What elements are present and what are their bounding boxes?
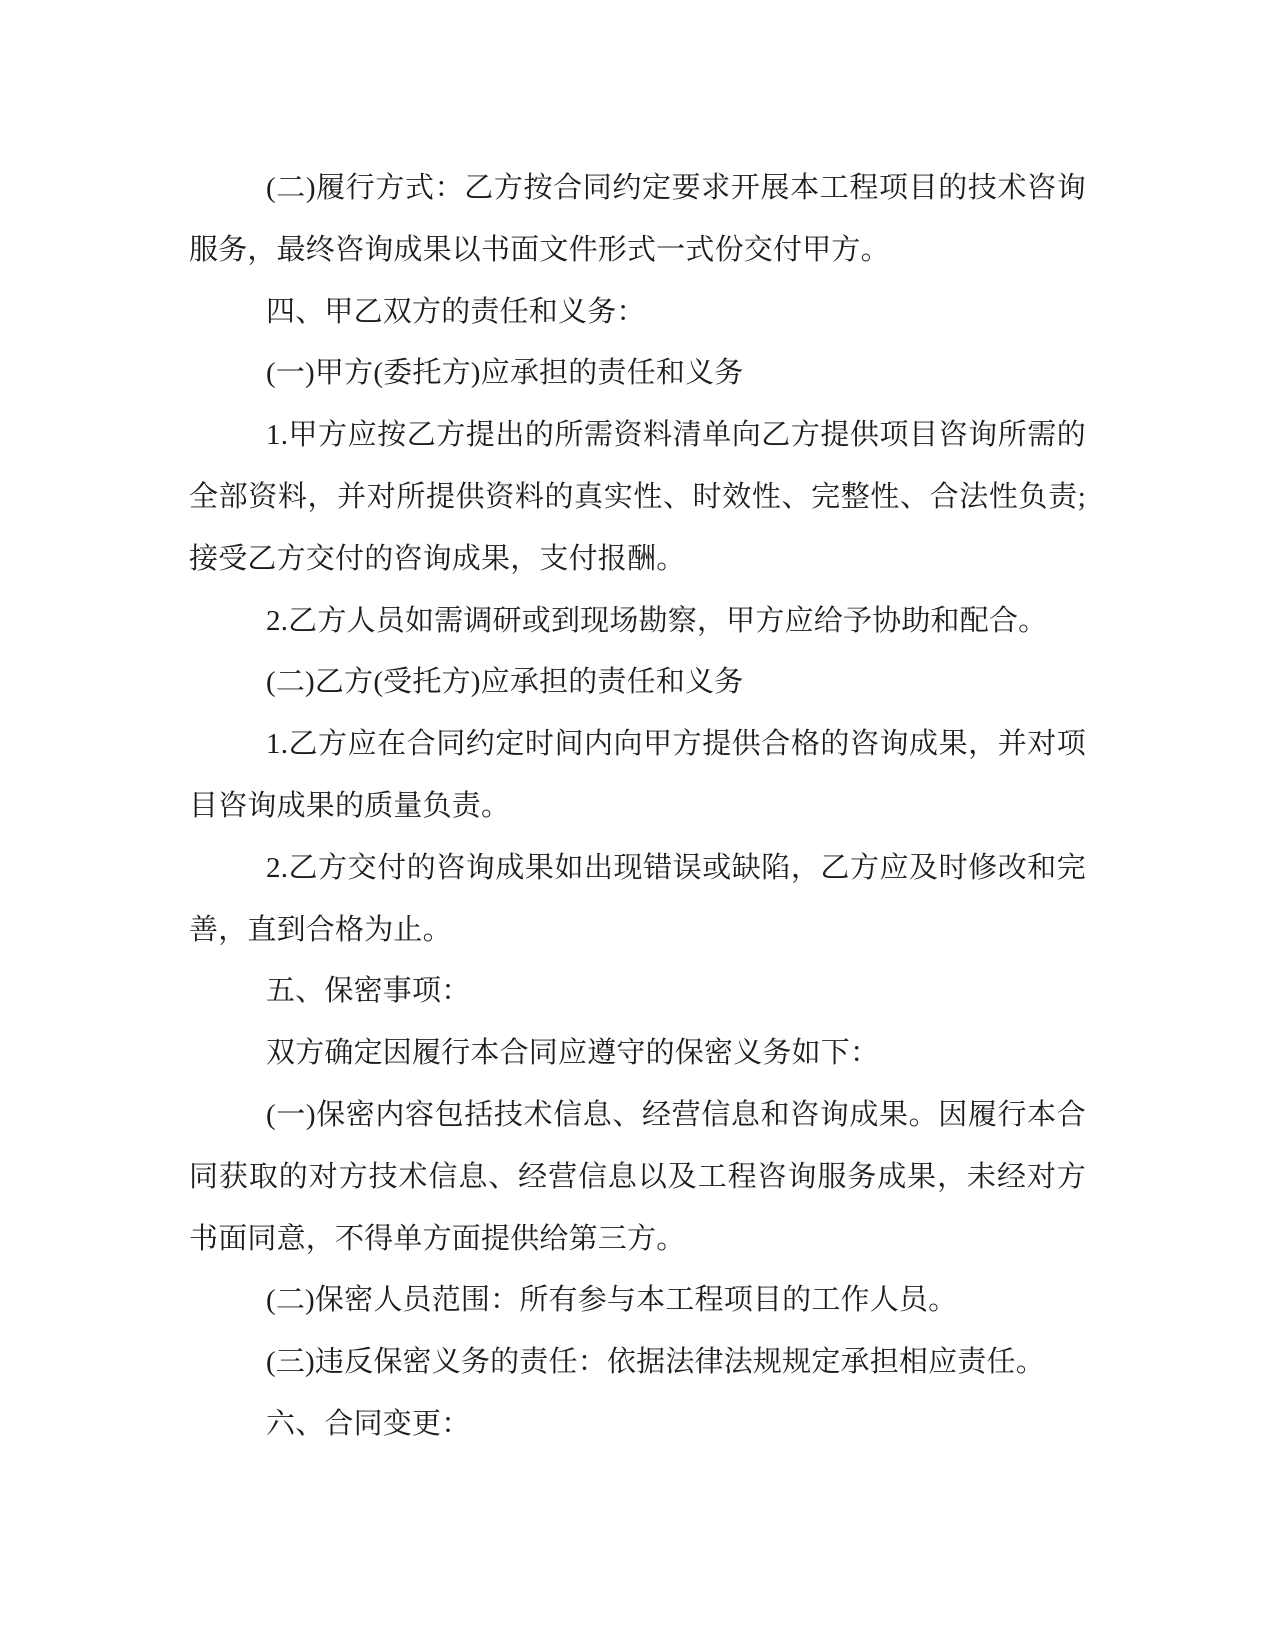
text-line: 书面同意，不得单方面提供给第三方。 [189,1222,686,1255]
text-line: 接受乙方交付的咨询成果，支付报酬。 [189,542,686,575]
text-line: 2.乙方交付的咨询成果如出现错误或缺陷，乙方应及时修改和完 [266,851,1086,884]
text-line: (二)保密人员范围：所有参与本工程项目的工作人员。 [266,1284,958,1317]
text-line: (二)乙方(受托方)应承担的责任和义务 [266,666,744,699]
text-line: 1.甲方应按乙方提出的所需资料清单向乙方提供项目咨询所需的 [266,419,1086,452]
document-text-block [189,158,1086,1456]
text-line: 善，直到合格为止。 [189,913,452,946]
text-line: 全部资料，并对所提供资料的真实性、时效性、完整性、合法性负责; [189,480,1086,513]
text-line: (一)保密内容包括技术信息、经营信息和咨询成果。因履行本合 [266,1098,1086,1131]
text-line: (三)违反保密义务的责任：依据法律法规规定承担相应责任。 [266,1346,1045,1379]
text-line: 目咨询成果的质量负责。 [189,789,511,822]
text-line: (二)履行方式：乙方按合同约定要求开展本工程项目的技术咨询 [266,172,1086,204]
text-line: 同获取的对方技术信息、经营信息以及工程咨询服务成果，未经对方 [189,1160,1086,1193]
text-line: 四、甲乙双方的责任和义务： [266,295,646,328]
text-line: (一)甲方(委托方)应承担的责任和义务 [266,357,744,390]
text-line: 双方确定因履行本合同应遵守的保密义务如下： [266,1037,880,1070]
text-line: 六、合同变更： [266,1407,471,1440]
text-line: 1.乙方应在合同约定时间内向甲方提供合格的咨询成果，并对项 [266,728,1086,761]
text-line: 服务，最终咨询成果以书面文件形式一式份交付甲方。 [189,233,890,266]
text-line: 五、保密事项： [266,975,471,1008]
text-line: 2.乙方人员如需调研或到现场勘察，甲方应给予协助和配合。 [266,604,1048,637]
